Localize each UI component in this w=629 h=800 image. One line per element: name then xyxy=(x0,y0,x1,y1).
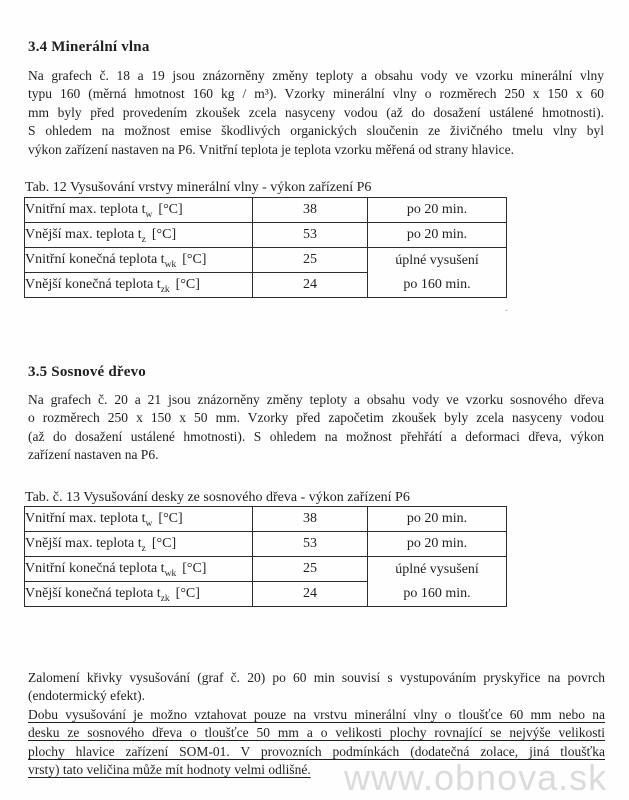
paragraph-line: (endotermický efekt). xyxy=(28,688,145,704)
table-row xyxy=(25,532,507,557)
value-cell: 53 xyxy=(253,532,368,557)
value-cell: 38 xyxy=(253,198,368,223)
param-cell: Vnější konečná teplota $t_{zk}$ [°C] xyxy=(25,582,253,607)
paragraph-line: zařízení nastaven na P6. xyxy=(28,447,159,463)
value-cell: 25 xyxy=(253,248,368,273)
param-cell: Vnější konečná teplota $t_{zk}$ [°C] xyxy=(25,273,253,298)
paragraph-line: plochy hlavice zařízení SOM-01. V provozních podmínkách (dodatečná zolace, jiná tloušťka xyxy=(28,743,605,759)
table-row xyxy=(25,507,507,532)
table-row xyxy=(25,557,507,582)
table-row xyxy=(25,248,507,273)
paragraph-line: Na grafech č. 18 a 19 jsou znázorněny změny teploty a obsahu vody ve vzorku minerální vlny xyxy=(28,68,604,83)
param-cell: Vnitřní konečná teplota $t_{wk}$ [°C] xyxy=(25,248,253,273)
param-cell: Vnitřní max. teplota $t_w$ [°C] xyxy=(25,507,253,532)
value-cell: 24 xyxy=(253,582,368,607)
table-row xyxy=(25,223,507,248)
param-cell: Vnější max. teplota $t_z$ [°C] xyxy=(25,223,253,248)
section-3-5-paragraph xyxy=(28,391,604,465)
paragraph-line: (až do dosažení ustálené hmotnosti). S ohledem na možnost přehřátí a deformaci dřeva, výkon xyxy=(28,428,604,444)
paragraph-line: S ohledem na možnost emise škodlivých organických sloučenin ze živičného tmelu vlny byl xyxy=(28,123,604,139)
paragraph-line: Na grafech č. 20 a 21 jsou znázorněny změny teploty a obsahu vody ve vzorku sosnového dřeva xyxy=(28,392,604,407)
merged-time-cell: úplné vysušení po 160 min. xyxy=(368,248,507,298)
time-cell: po 20 min. xyxy=(368,507,507,532)
time-cell: po 20 min. xyxy=(368,223,507,248)
section-3-4-heading: 3.4 Minerální vlna xyxy=(28,39,150,55)
paragraph-line: Dobu vysušování je možno vztahovat pouze na vrstvu minerální vlny o tloušťce 60 mm nebo na xyxy=(28,706,605,722)
table-13-caption: Tab. č. 13 Vysušování desky ze sosnového dřeva - výkon zařízení P6 xyxy=(25,490,410,505)
time-cell: po 20 min. xyxy=(368,198,507,223)
table-row xyxy=(25,198,507,223)
paragraph-line: Zalomení křivky vysušování (graf č. 20) po 60 min souvisí s vystupováním pryskyřice na povrch xyxy=(28,670,605,685)
merged-time-cell: úplné vysušení po 160 min. xyxy=(368,557,507,607)
time-cell: po 20 min. xyxy=(368,532,507,557)
param-cell: Vnější max. teplota $t_z$ [°C] xyxy=(25,532,253,557)
section-3-5-heading: 3.5 Sosnové dřevo xyxy=(28,364,146,380)
table-12 xyxy=(24,197,507,298)
paragraph-line: vrsty) tato veličina může mít hodnoty velmi odlišné. xyxy=(28,762,311,778)
paragraph-line: mm byly před provedením zkoušek zcela nasyceny vodou (až do dosažení ustálené hmotnosti). xyxy=(28,104,604,120)
value-cell: 24 xyxy=(253,273,368,298)
param-cell: Vnitřní konečná teplota $t_{wk}$ [°C] xyxy=(25,557,253,582)
paragraph-line: desku ze sosnového dřeva o tloušťce 50 mm a o velikosti plochy rovnající se nejvýše velikosti xyxy=(28,725,605,741)
value-cell: 38 xyxy=(253,507,368,532)
section-3-4-paragraph xyxy=(28,67,604,159)
param-cell: Vnitřní max. teplota $t_w$ [°C] xyxy=(25,198,253,223)
paragraph-line: typu 160 (měrná hmotnost 160 kg / m³). Vzorky minerální vlny o rozměrech 250 x 150 x 60 xyxy=(28,86,604,102)
table-13 xyxy=(24,506,507,607)
paragraph-line: o rozměrech 250 x 150 x 50 mm. Vzorky před započetim zkoušek byly zcela nasyceny vodou xyxy=(28,410,604,426)
paragraph-line: výkon zařízení nastaven na P6. Vnitřní teplota je teplota vzorku měřená od strany hlavice. xyxy=(28,141,514,157)
watermark: www.obnova.sk xyxy=(344,757,608,798)
scan-artifact: ˇ xyxy=(505,308,508,318)
value-cell: 25 xyxy=(253,557,368,582)
table-12-caption: Tab. 12 Vysušování vrstvy minerální vlny - výkon zařízení P6 xyxy=(25,180,372,195)
value-cell: 53 xyxy=(253,223,368,248)
